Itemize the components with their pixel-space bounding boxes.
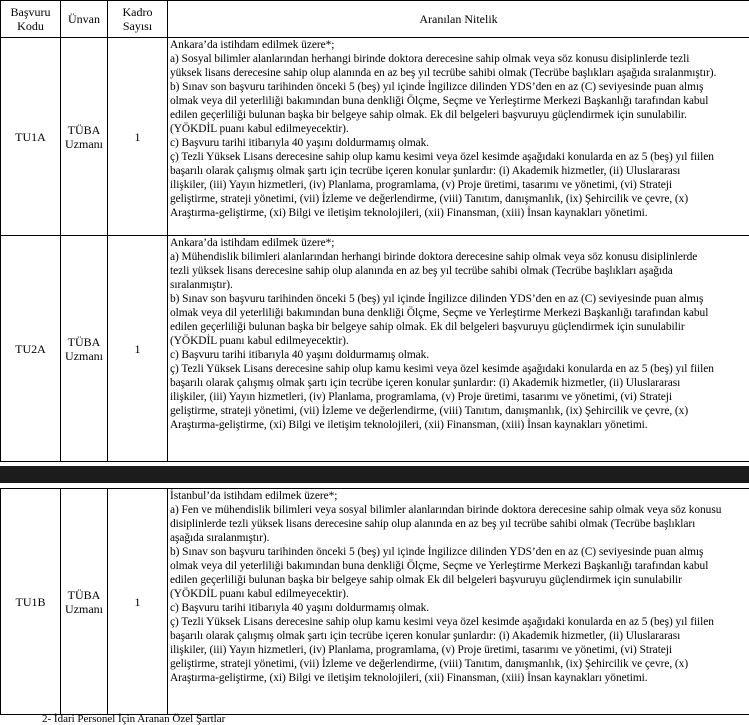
requirement-line: a) Sosyal bilimler alanlarından herhangi birinde doktora derecesine sahip olmak veya söz konusu disiplinlerde tezli (170, 52, 749, 66)
requirement-line: a) Fen ve mühendislik bilimleri veya sosyal bilimler alanlarından birinde doktora derecesine sahip olmak veya söz konusu (170, 503, 749, 517)
requirement-line: geliştirme, strateji yönetimi, (vii) İzleme ve değerlendirme, (viii) Tanıtım, danışmanlık, (ix) Şehircilik ve çevre, (x) (170, 192, 749, 206)
requirement-line: ç) Tezli Yüksek Lisans derecesine sahip olup kamu kesimi veya özel kesimde aşağıdaki konularda en az 5 (beş) yıl fiilen (170, 615, 749, 629)
requirement-line: a) Mühendislik bilimleri alanlarından herhangi birinde doktora derecesine sahip olmak veya söz konusu disiplinlerde (170, 250, 749, 264)
application-code-cell: TU1B (1, 489, 61, 715)
requirements-cell (168, 38, 749, 236)
requirement-line: ilişkiler, (iii) Yayın hizmetleri, (iv) Planlama, programlama, (v) Proje üretimi, tasarımı ve yönetimi, (vi) Strateji (170, 178, 749, 192)
header-position-count: Kadro Sayısı (108, 1, 168, 38)
requirement-line: ilişkiler, (iii) Yayın hizmetleri, (iv) Planlama, programlama, (v) Proje üretimi, tasarımı ve yönetimi, (vi) Strateji (170, 643, 749, 657)
requirement-line: c) Başvuru tarihi itibarıyla 40 yaşını doldurmamış olmak. (170, 601, 749, 615)
requirement-line: olmak veya dil yeterliliği bakımından buna denkliği Ölçme, Seçme ve Yerleştirme Merkezi Başkanlığı tarafından kabul (170, 306, 749, 320)
requirement-line: İstanbul’da istihdam edilmek üzere*; (170, 489, 749, 503)
table-header-row (1, 1, 749, 38)
requirement-line: b) Sınav son başvuru tarihinden önceki 5 (beş) yıl içinde İngilizce dilinden YDS’den en az (C) seviyesinde puan almış (170, 80, 749, 94)
requirement-line: Araştırma-geliştirme, (xi) Bilgi ve iletişim teknolojileri, (xii) Finansman, (xiii) İnsan kaynakları yönetimi. (170, 206, 749, 220)
requirement-line: (YÖKDİL puanı kabul edilmeyecektir). (170, 334, 749, 348)
requirement-line: sıralanmıştır). (170, 278, 749, 292)
requirement-line: aşağıda sıralanmıştır). (170, 531, 749, 545)
table-row (1, 38, 749, 236)
requirements-cell (168, 236, 749, 462)
requirements-table-continued (0, 488, 749, 715)
requirement-line: (YÖKDİL puanı kabul edilmeyecektir). (170, 587, 749, 601)
header-title: Ünvan (61, 1, 108, 38)
header-application-code: Başvuru Kodu (1, 1, 61, 38)
requirement-line: ç) Tezli Yüksek Lisans derecesine sahip olup kamu kesimi veya özel kesimde aşağıdaki konularda en az 5 (beş) yıl fiilen (170, 362, 749, 376)
requirement-line: Araştırma-geliştirme, (xi) Bilgi ve iletişim teknolojileri, (xii) Finansman, (xiii) İnsan kaynakları yönetimi. (170, 671, 749, 685)
requirement-line: Ankara’da istihdam edilmek üzere*; (170, 236, 749, 250)
requirement-line: başarılı olarak çalışmış olmak şartı için tecrübe içeren konular şunlardır: (i) Akademik hizmetler, (ii) Uluslararası (170, 629, 749, 643)
position-count-cell: 1 (108, 38, 168, 236)
requirement-line: Ankara’da istihdam edilmek üzere*; (170, 38, 749, 52)
requirement-line: geliştirme, strateji yönetimi, (vii) İzleme ve değerlendirme, (viii) Tanıtım, danışmanlık, (ix) Şehircilik ve çevre, (x) (170, 404, 749, 418)
requirement-line: tezli yüksek lisans derecesine sahip olup alanında en az beş yıl tecrübe sahibi olmak (Tecrübe başlıkları aşağıda (170, 264, 749, 278)
table-row (1, 489, 749, 715)
requirement-line: edilen geçerliliği bulunan başka bir belgeye sahip olmak Ek dil belgeleri başvuruyu güçlendirmek için sunulabilir (170, 573, 749, 587)
requirement-line: geliştirme, strateji yönetimi, (vii) İzleme ve değerlendirme, (viii) Tanıtım, danışmanlık, (ix) Şehircilik ve çevre, (x) (170, 657, 749, 671)
requirement-line: c) Başvuru tarihi itibarıyla 40 yaşını doldurmamış olmak. (170, 136, 749, 150)
position-count-cell: 1 (108, 489, 168, 715)
application-code-cell: TU1A (1, 38, 61, 236)
requirement-line: edilen geçerliliği bulunan başka bir belgeye sahip olmak. Ek dil belgeleri başvuruyu güçlendirmek için sunulabilir (170, 320, 749, 334)
requirement-line: başarılı olarak çalışmış olmak şartı için tecrübe içeren konular şunlardır: (i) Akademik hizmetler, (ii) Uluslararası (170, 164, 749, 178)
position-title-cell: TÜBA Uzmanı (61, 38, 108, 236)
requirement-line: c) Başvuru tarihi itibarıyla 40 yaşını doldurmamış olmak. (170, 348, 749, 362)
requirement-line: ilişkiler, (iii) Yayın hizmetleri, (iv) Planlama, programlama, (v) Proje üretimi, tasarımı ve yönetimi, (vi) Strateji (170, 390, 749, 404)
position-count-cell: 1 (108, 236, 168, 462)
requirement-line: ç) Tezli Yüksek Lisans derecesine sahip olup kamu kesimi veya özel kesimde aşağıdaki konularda en az 5 (beş) yıl fiilen (170, 150, 749, 164)
requirement-line: edilen geçerliliği bulunan başka bir belgeye sahip olmak. Ek dil belgeleri başvuruyu güçlendirmek için sunulabilir. (170, 108, 749, 122)
page-break-band (0, 466, 749, 483)
table-row (1, 236, 749, 462)
requirements-cell (168, 489, 749, 715)
requirement-line: Araştırma-geliştirme, (xi) Bilgi ve iletişim teknolojileri, (xii) Finansman, (xiii) İnsan kaynakları yönetimi. (170, 418, 749, 432)
requirement-line: (YÖKDİL puanı kabul edilmeyecektir). (170, 122, 749, 136)
requirement-line: yüksek lisans derecesine sahip olup alanında en az beş yıl tecrübe sahibi olmak (Tecrübe başlıkları aşağıda sıralanmıştır). (170, 66, 749, 80)
requirement-line: b) Sınav son başvuru tarihinden önceki 5 (beş) yıl içinde İngilizce dilinden YDS’den en az (C) seviyesinde puan almış (170, 292, 749, 306)
header-requirements: Aranılan Nitelik (168, 1, 749, 38)
position-title-cell: TÜBA Uzmanı (61, 489, 108, 715)
position-title-cell: TÜBA Uzmanı (61, 236, 108, 462)
application-code-cell: TU2A (1, 236, 61, 462)
requirement-line: olmak veya dil yeterliliği bakımından buna denkliği Ölçme, Seçme ve Yerleştirme Merkezi Başkanlığı tarafından kabul (170, 559, 749, 573)
requirement-line: başarılı olarak çalışmış olmak şartı için tecrübe içeren konular şunlardır: (i) Akademik hizmetler, (ii) Uluslararası (170, 376, 749, 390)
requirement-line: disiplinlerde tezli yüksek lisans derecesine sahip olup alanında en az beş yıl tecrübe sahibi olmak (Tecrübe başlıkları (170, 517, 749, 531)
requirement-line: olmak veya dil yeterliliği bakımından buna denkliği Ölçme, Seçme ve Yerleştirme Merkezi Başkanlığı tarafından kabul (170, 94, 749, 108)
requirement-line: b) Sınav son başvuru tarihinden önceki 5 (beş) yıl içinde İngilizce dilinden YDS’den en az (C) seviyesinde puan almış (170, 545, 749, 559)
section-heading-footer: 2- İdari Personel İçin Aranan Özel Şartlar (42, 713, 225, 725)
